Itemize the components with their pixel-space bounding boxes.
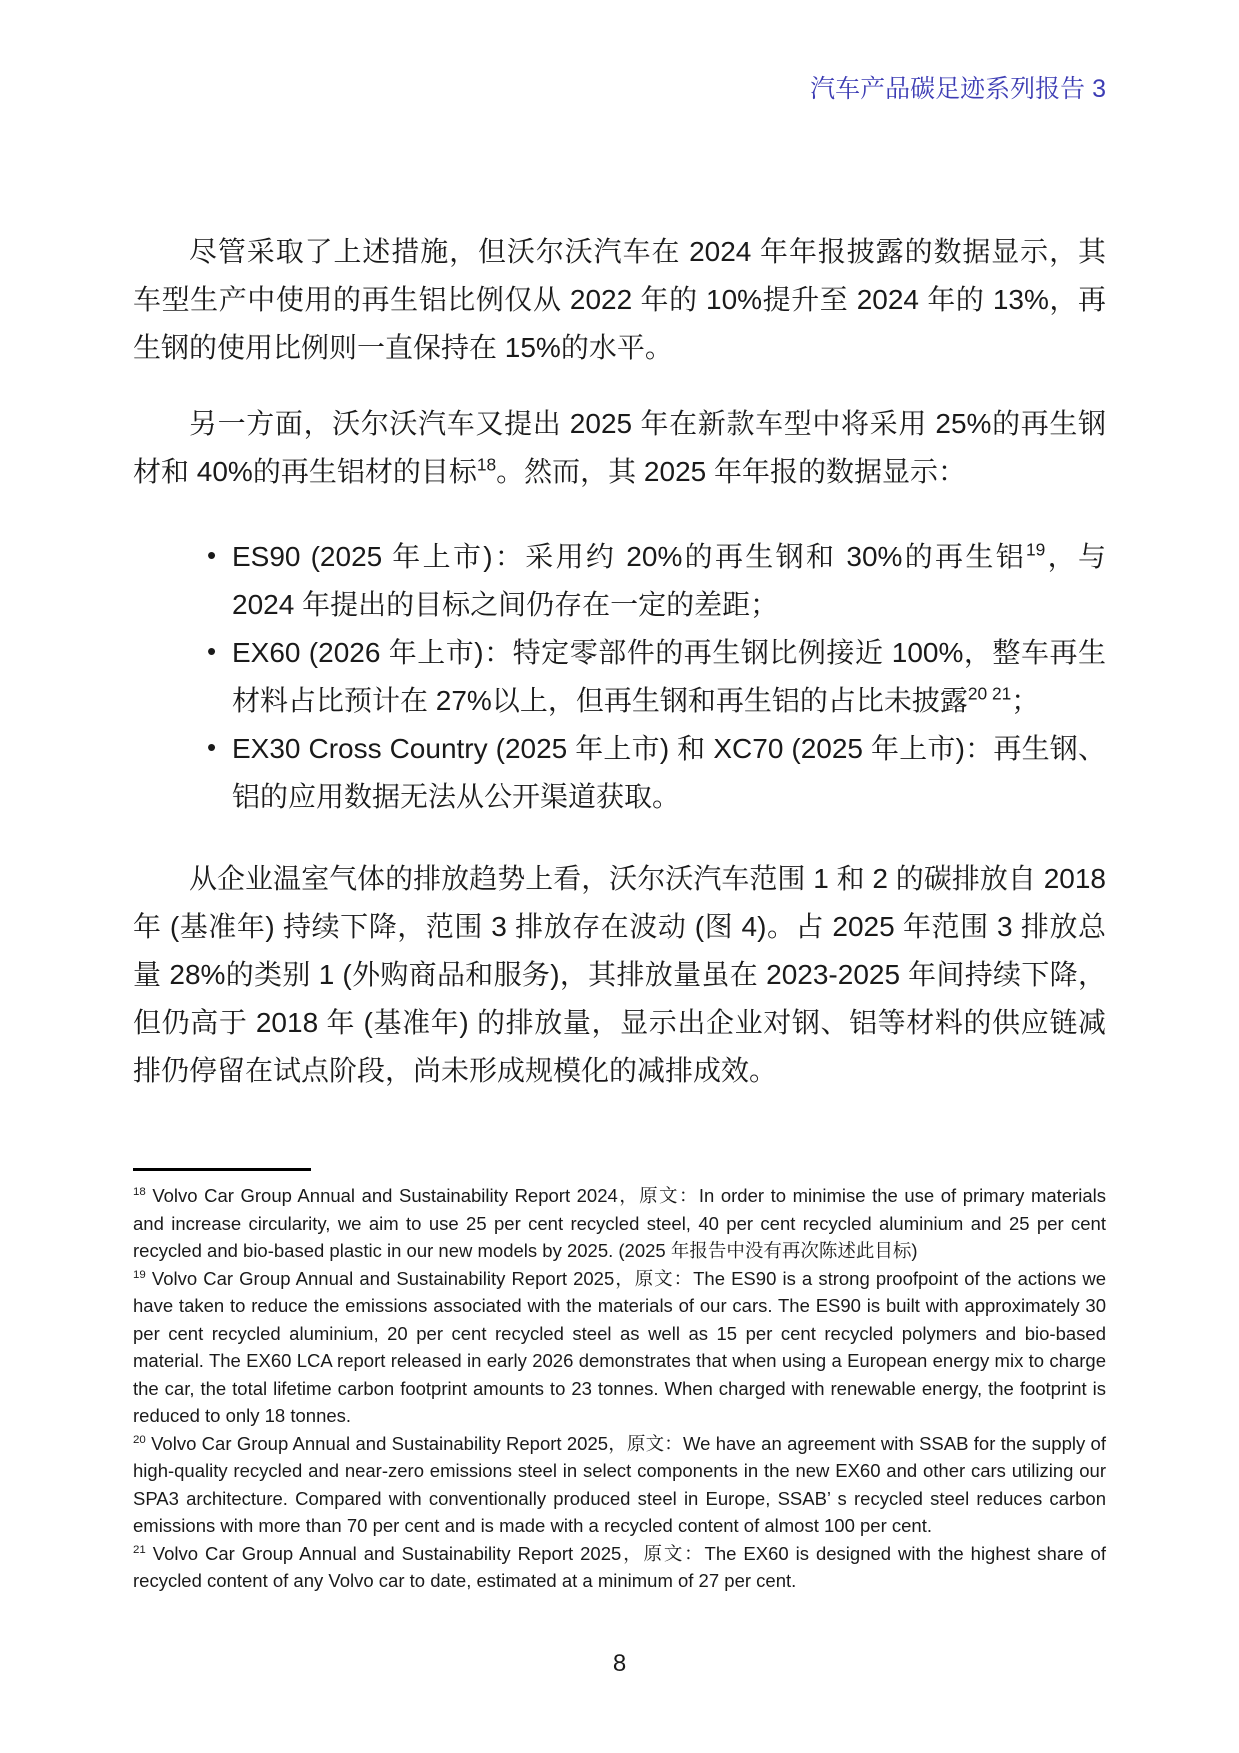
footnote-text: Volvo Car Group Annual and Sustainability Report 2025，原文：The ES90 is a strong proofpoint of the actions we have taken to reduce the emissions associated with the materials of our cars. The ES90 is built with approximately 30 per cent recycled aluminium, 20 per cent recycled steel as well as 15 per cent recycled polymers and bio-based material. The EX60 LCA report released in early 2026 demonstrates that when using a European energy mix to charge the car, the total lifetime carbon footprint amounts to 23 tonnes. When charged with renewable energy, the footprint is reduced to only 18 tonnes.: [133, 1267, 1106, 1426]
list-item-text: EX60 (2026 年上市)：特定零部件的再生钢比例接近 100%，整车再生材料占比预计在 27%以上，但再生钢和再生铝的占比未披露: [232, 637, 1106, 716]
paragraph-text: 从企业温室气体的排放趋势上看，沃尔沃汽车范围 1 和 2 的碳排放自 2018 年 (基准年) 持续下降，范围 3 排放存在波动 (图 4)。占 2025 年范围 3 排放总量 28%的类别 1 (外购商品和服务)，其排放量虽在 2023-2025 年间持续下降，但仍高于 2018 年 (基准年) 的排放量，显示出企业对钢、铝等材料的供应链减排仍停留在试点阶段，尚未形成规模化的减排成效。: [133, 863, 1106, 1086]
list-item-ex30-xc70: [133, 725, 1106, 821]
report-series-title: 汽车产品碳足迹系列报告 3: [810, 75, 1106, 103]
list-item-text: ；: [1011, 685, 1040, 716]
footnote-marker: 20: [133, 1433, 146, 1446]
footnotes-section: [133, 1182, 1106, 1595]
list-item-text: ，与 2024 年提出的目标之间仍存在一定的差距；: [232, 541, 1106, 620]
list-item-es90: [133, 533, 1106, 629]
footnote-text: Volvo Car Group Annual and Sustainability Report 2025，原文：We have an agreement with SSAB for the supply of high-quality recycled and near-zero emissions steel in select components in the new EX60 and other cars utilizing our SPA3 architecture. Compared with conventionally produced steel in Europe, SSAB’ s recycled steel reduces carbon emissions with more than 70 per cent and is made with a recycled content of almost 100 per cent.: [133, 1432, 1106, 1536]
page-content-column: [133, 0, 1106, 1595]
footnote-21: [133, 1540, 1106, 1595]
footnote-text: Volvo Car Group Annual and Sustainability Report 2024，原文：In order to minimise the use of primary materials and increase circularity, we aim to use 25 per cent recycled steel, 40 per cent recycled aluminium and 25 per cent recycled and bio-based plastic in our new models by 2025. (2025 年报告中没有再次陈述此目标): [133, 1185, 1106, 1261]
paragraph-recycled-materials-status: [133, 228, 1106, 372]
paragraph-2025-targets: [133, 400, 1106, 496]
footnote-ref-20-21: 20 21: [967, 683, 1012, 704]
model-bullet-list: [133, 533, 1106, 821]
page-number: 8: [612, 1650, 627, 1677]
footnote-divider: [133, 1168, 311, 1171]
footnote-20: [133, 1430, 1106, 1540]
bullet-dot-icon: •: [207, 540, 217, 570]
footnote-marker: 19: [133, 1268, 146, 1281]
footnote-ref-18: 18: [476, 454, 497, 475]
list-item-text: ES90 (2025 年上市)：采用约 20%的再生钢和 30%的再生铝: [232, 541, 1027, 572]
paragraph-ghg-trend: [133, 855, 1106, 1095]
list-item-text: EX30 Cross Country (2025 年上市) 和 XC70 (2025 年上市)：再生钢、铝的应用数据无法从公开渠道获取。: [232, 733, 1106, 812]
footnote-text: Volvo Car Group Annual and Sustainability Report 2025，原文：The EX60 is designed with the highest share of recycled content of any Volvo car to date, estimated at a minimum of 27 per cent.: [133, 1542, 1106, 1591]
bullet-dot-icon: •: [207, 636, 217, 666]
footnote-marker: 18: [133, 1185, 146, 1198]
paragraph-text: 另一方面，沃尔沃汽车又提出 2025 年在新款车型中将采用 25%的再生钢材和 40%的再生铝材的目标: [133, 408, 1106, 487]
paragraph-text: 。然而，其 2025 年年报的数据显示：: [496, 456, 966, 487]
footnote-19: [133, 1265, 1106, 1430]
body-text: [133, 228, 1106, 1095]
running-header: [133, 74, 1106, 104]
footnote-ref-19: 19: [1026, 539, 1046, 560]
footnote-marker: 21: [133, 1543, 146, 1556]
bullet-dot-icon: •: [207, 732, 217, 762]
paragraph-text: 尽管采取了上述措施，但沃尔沃汽车在 2024 年年报披露的数据显示，其车型生产中使用的再生铝比例仅从 2022 年的 10%提升至 2024 年的 13%，再生钢的使用比例则一直保持在 15%的水平。: [133, 236, 1106, 363]
list-item-ex60: [133, 629, 1106, 725]
footnote-18: [133, 1182, 1106, 1265]
